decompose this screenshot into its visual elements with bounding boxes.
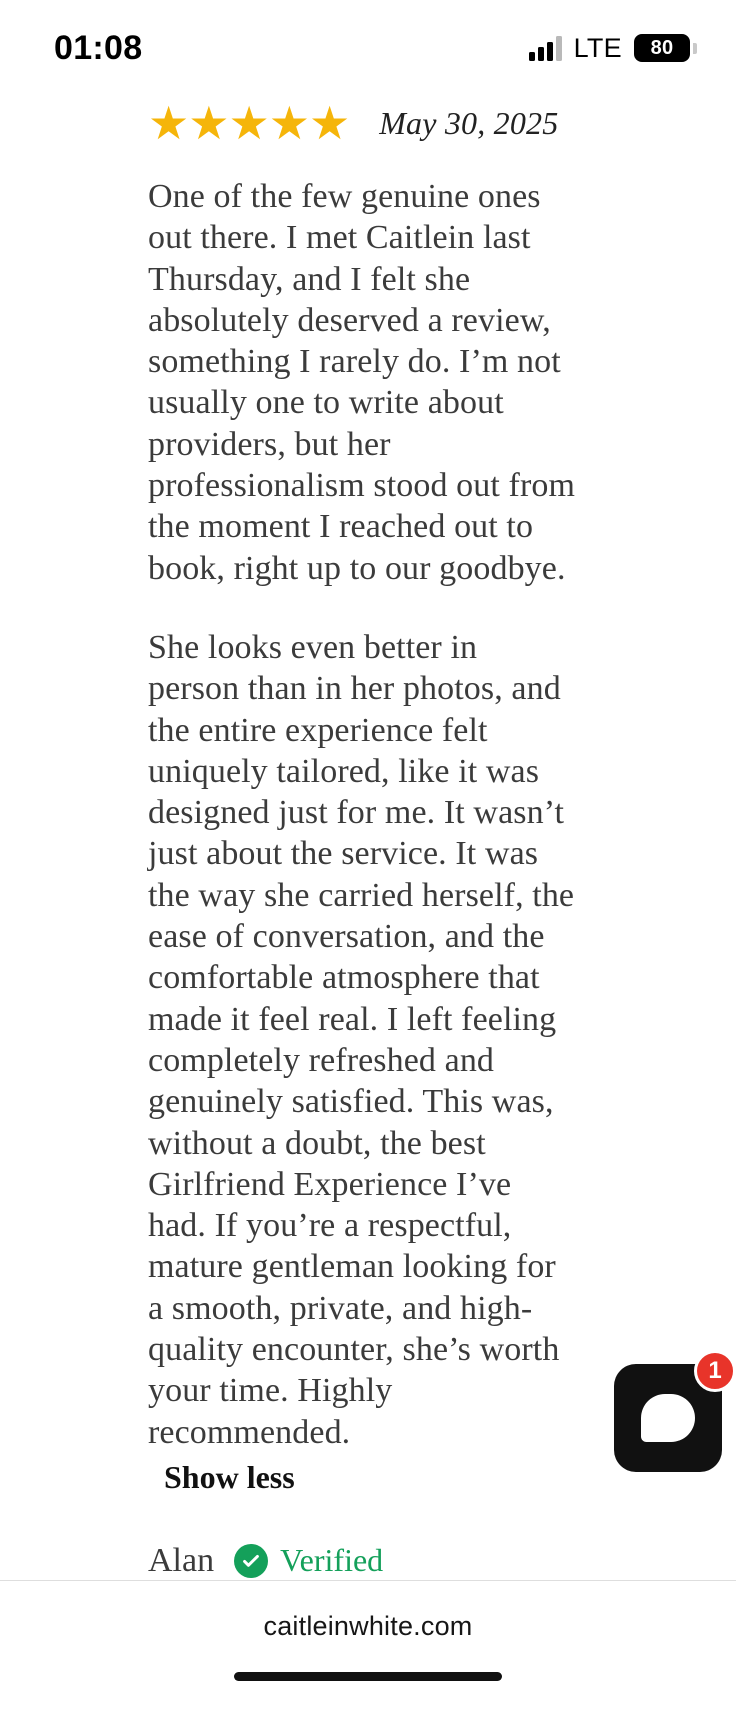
star-rating-icon: ★★★★★ (148, 97, 350, 149)
browser-url-bar[interactable] (0, 1580, 736, 1672)
status-badge (234, 1542, 383, 1579)
review-paragraph-2: She looks even better in person than in her photos, and the entire experience felt uniquely tailored, like it was designed just for me. It wasn’t just about the service. It was the way she carried herself, the ease of conversation, and the comfortable atmosphere that made it feel real. I left feeling completely refreshed and genuinely satisfied. This was, without a doubt, the best Girlfriend Experience I’ve had. If you’re a respectful, mature gentleman looking for a smooth, private, and high-quality encounter, she’s worth your time. Highly recommended. (148, 628, 575, 1451)
status-time: 01:08 (54, 28, 143, 67)
review-paragraph-1: One of the few genuine ones out there. I met Caitlein last Thursday, and I felt she absolutely deserved a review, something I rarely do. I’m not usually one to write about providers, but her professionalism stood out from the moment I reached out to book, right up to our goodbye. (148, 178, 576, 587)
review-content (0, 96, 736, 1580)
chat-bubble-icon (641, 1394, 695, 1442)
url-label: caitleinwhite.com (263, 1610, 473, 1641)
home-indicator[interactable] (234, 1672, 502, 1681)
battery-level-label: 80 (650, 36, 674, 59)
chat-widget-button[interactable] (614, 1356, 722, 1472)
show-less-button[interactable]: Show less (164, 1458, 295, 1495)
battery-icon (634, 34, 690, 62)
reviewer-row (0, 1496, 736, 1580)
chat-unread-badge: 1 (694, 1350, 736, 1392)
verified-check-icon (234, 1544, 268, 1578)
review-date: May 30, 2025 (379, 104, 559, 141)
network-type-label: LTE (573, 32, 622, 63)
status-bar (0, 0, 736, 96)
verified-label: Verified (280, 1542, 384, 1579)
home-indicator-area (0, 1672, 736, 1712)
cellular-signal-icon (529, 35, 562, 61)
review-text (0, 146, 736, 1453)
status-indicators (529, 33, 690, 64)
review-header (0, 96, 736, 149)
reviewer-name: Alan (148, 1541, 215, 1579)
